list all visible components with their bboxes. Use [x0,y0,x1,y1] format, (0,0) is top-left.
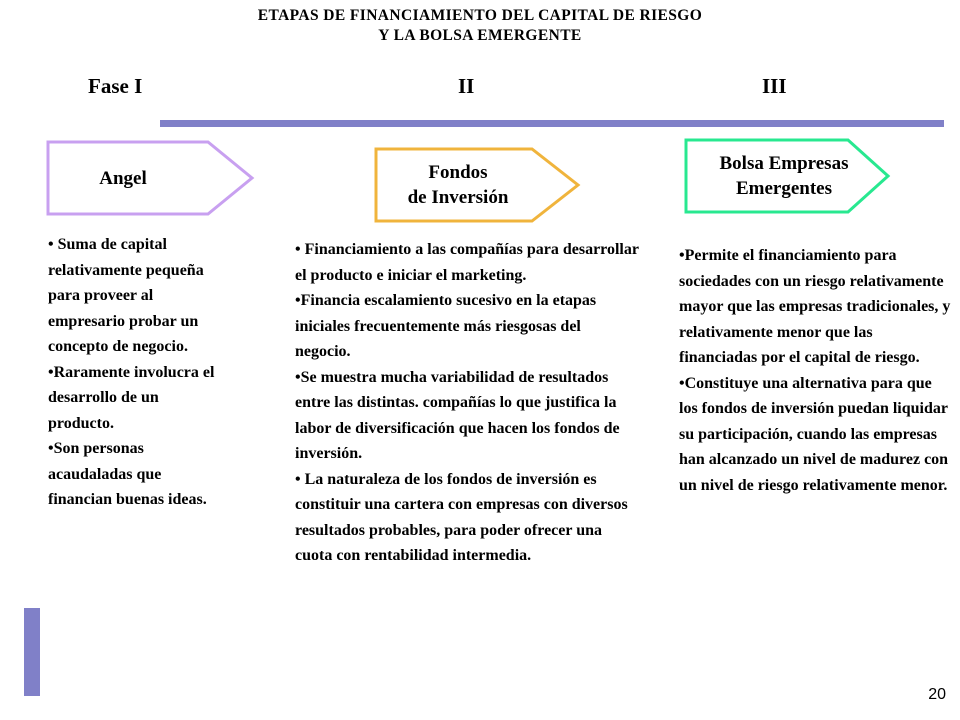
stage-bolsa-line1: Bolsa Empresas [719,153,849,174]
stage-fondos-line2: de Inversión [407,187,509,208]
fondos-bullet-4: • La naturaleza de los fondos de inversión es constituir una cartera con empresas con diversos resultados probables, para poder ofrecer una cuota con rentabilidad intermedia. [295,470,628,564]
side-accent-bar [24,608,40,696]
stage-angel-label: Angel [99,167,147,189]
angel-description [48,232,228,513]
angel-bullet-3: •Son personas acaudaladas que financian buenas ideas. [48,440,207,508]
fondos-bullet-2: •Financia escalamiento sucesivo en la etapas iniciales frecuentemente más riesgosas del negocio. [295,292,597,360]
stage-bolsa [686,140,882,212]
slide-title-line1: ETAPAS DE FINANCIAMIENTO DEL CAPITAL DE RIESGO [257,7,703,24]
angel-bullet-2: •Raramente involucra el desarrollo de un producto. [48,363,215,432]
stage-angel [48,142,198,214]
phase-label-1: Fase I [88,74,143,98]
stage-fondos [376,149,540,221]
slide-title-line2: Y LA BOLSA EMERGENTE [378,27,582,44]
timeline-bar [160,120,944,127]
bolsa-bullet-1: •Permite el financiamiento para sociedades con un riesgo relativamente mayor que las empresas tradicionales, y relativamente menor que las financiadas por el capital de riesgo. [679,247,951,366]
fondos-description [295,237,640,569]
bolsa-description [679,243,954,498]
page-number: 20 [928,686,946,703]
angel-bullet-1: • Suma de capital relativamente pequeña para proveer al empresario probar un concepto de negocio. [48,236,204,355]
phase-label-3: III [762,74,787,98]
stage-bolsa-line2: Emergentes [735,178,833,199]
fondos-bullet-3: •Se muestra mucha variabilidad de resultados entre las distintas. compañías lo que justifica la labor de diversificación que hacen los fondos de inversión. [295,368,620,462]
stage-fondos-line1: Fondos [428,162,488,183]
slide-title [0,6,960,46]
phase-label-2: II [458,74,475,98]
bolsa-bullet-2: •Constituye una alternativa para que los fondos de inversión puedan liquidar su participación, cuando las empresas han alcanzado un nivel de madurez con un nivel de riesgo relativamente menor. [679,374,949,494]
fondos-bullet-1: • Financiamiento a las compañías para desarrollar el producto e iniciar el marketing. [295,241,639,284]
